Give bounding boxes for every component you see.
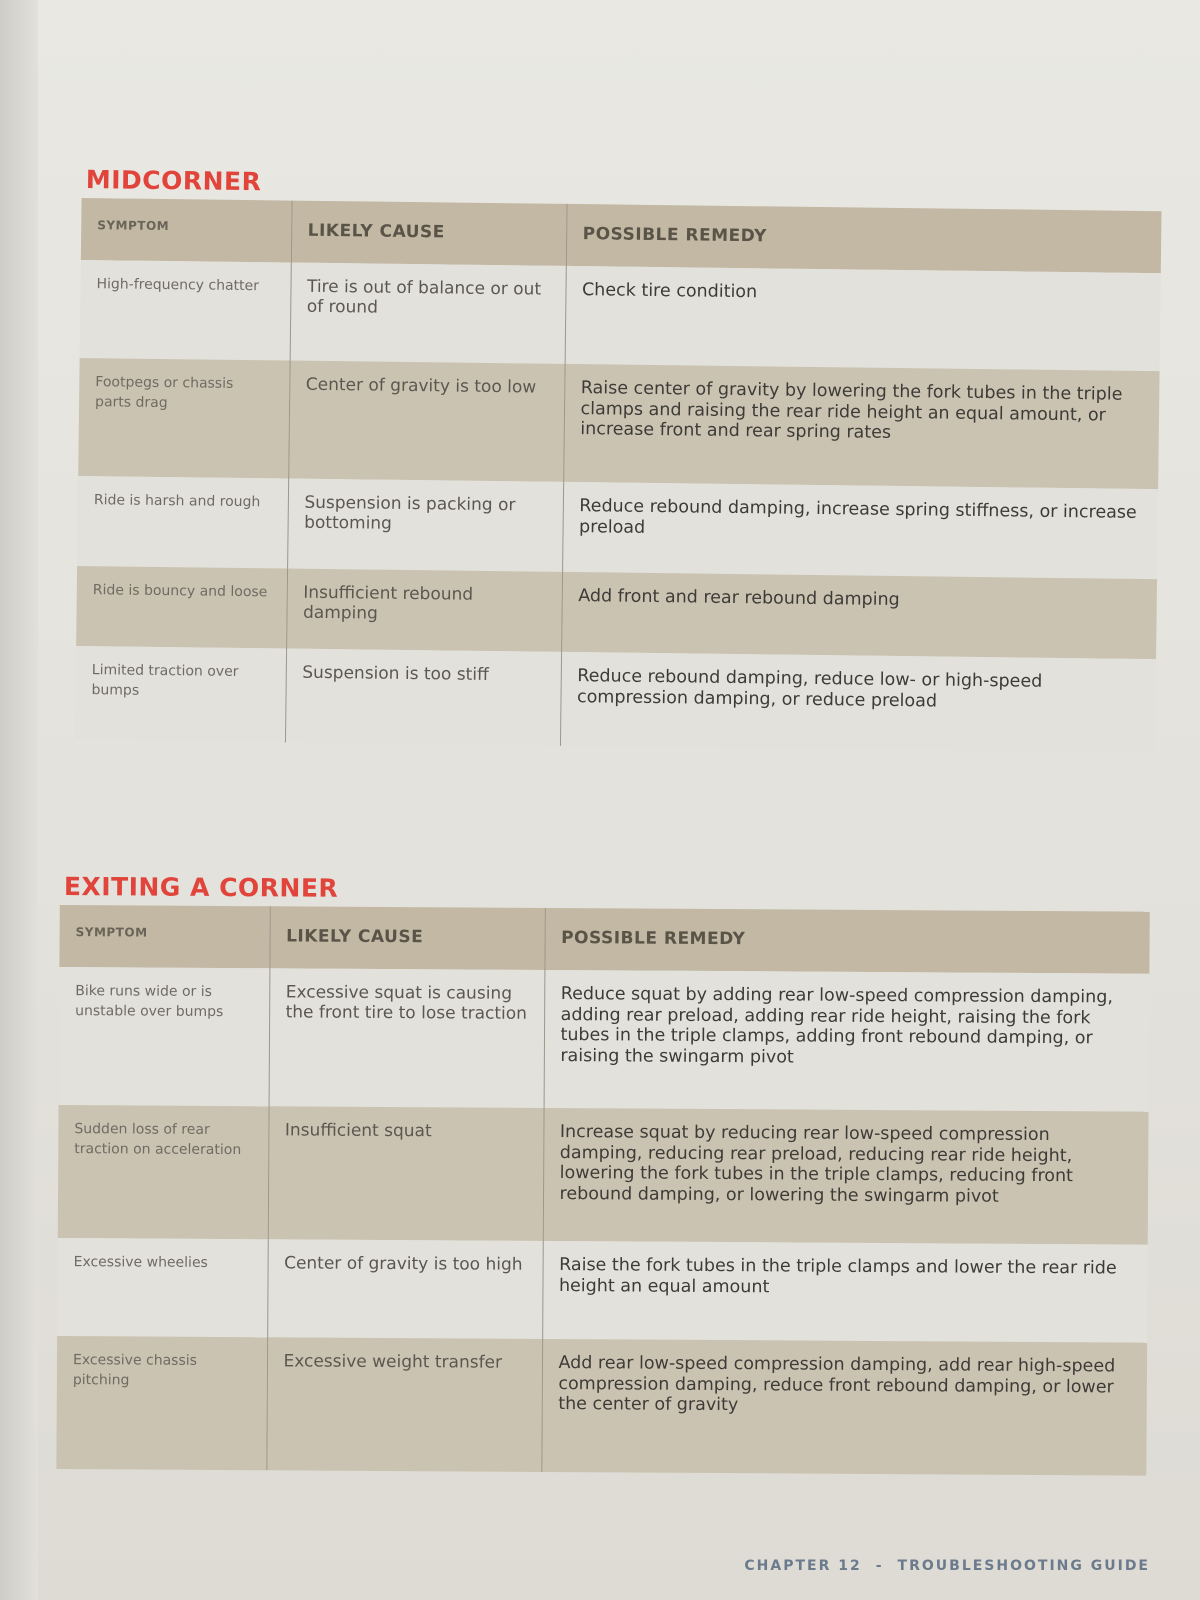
page-footer [744, 1558, 1150, 1574]
header-symptom: SYMPTOM [59, 905, 269, 968]
table-row [56, 1336, 1147, 1476]
symptom-cell: Ride is harsh and rough [77, 476, 288, 569]
header-possible-remedy: POSSIBLE REMEDY [566, 204, 1162, 273]
remedy-cell: Reduce rebound damping, increase spring stiffness, or increase preload [562, 482, 1158, 579]
remedy-cell: Reduce squat by adding rear low-speed compression damping, adding rear preload, adding rear ride height, raising the fork tubes in the triple clamps, adding front rebound damping, or raising the swingarm pivot [544, 970, 1150, 1112]
table-row [76, 566, 1157, 659]
table-row [75, 646, 1156, 753]
symptom-cell: Bike runs wide or is unstable over bumps [59, 967, 270, 1106]
symptom-cell: Limited traction over bumps [75, 646, 286, 743]
remedy-cell: Add rear low-speed compression damping, add rear high-speed compression damping, reduce front rebound damping, or lower the center of gravity [541, 1339, 1147, 1476]
cause-cell: Insufficient rebound damping [286, 569, 562, 652]
remedy-cell: Raise the fork tubes in the triple clamps and lower the rear ride height an equal amount [542, 1241, 1148, 1343]
section-midcorner [75, 165, 1162, 753]
header-likely-cause: LIKELY CAUSE [291, 201, 567, 266]
cause-cell: Excessive squat is causing the front tire to lose traction [269, 968, 545, 1108]
header-symptom: SYMPTOM [81, 198, 292, 263]
cause-cell: Insufficient squat [268, 1106, 544, 1241]
remedy-cell: Check tire condition [565, 266, 1161, 371]
table-row [59, 967, 1150, 1112]
section-heading: EXITING A CORNER [63, 872, 339, 903]
section-exiting-a-corner [56, 872, 1150, 1476]
table-row [57, 1238, 1148, 1343]
table-row [58, 1105, 1149, 1245]
cause-cell: Tire is out of balance or out of round [290, 263, 566, 364]
table-header-row [59, 905, 1149, 974]
cause-cell: Center of gravity is too low [288, 361, 564, 482]
symptom-cell: Sudden loss of rear traction on acceleration [58, 1105, 269, 1239]
section-heading: MIDCORNER [85, 165, 262, 197]
cause-cell: Excessive weight transfer [266, 1337, 542, 1472]
table-row [78, 358, 1159, 489]
symptom-cell: High-frequency chatter [80, 260, 291, 361]
remedy-cell: Add front and rear rebound damping [561, 572, 1157, 659]
remedy-cell: Increase squat by reducing rear low-speed compression damping, reducing rear preload, reducing rear ride height, lowering the fork tubes in the triple clamps, reducing front rebound damping, or lowering the swingarm pivot [543, 1108, 1149, 1245]
footer-separator: - [875, 1558, 884, 1574]
troubleshooting-table [75, 198, 1162, 753]
header-likely-cause: LIKELY CAUSE [269, 906, 544, 970]
table-row [80, 260, 1161, 371]
remedy-cell: Raise center of gravity by lowering the fork tubes in the triple clamps and raising the rear ride height an equal amount, or increase front and rear spring rates [563, 364, 1159, 489]
cause-cell: Suspension is too stiff [285, 649, 561, 746]
troubleshooting-table [56, 905, 1149, 1476]
table-row [77, 476, 1158, 579]
footer-title: TROUBLESHOOTING GUIDE [897, 1558, 1150, 1574]
symptom-cell: Footpegs or chassis parts drag [78, 358, 289, 479]
symptom-cell: Ride is bouncy and loose [76, 566, 287, 649]
remedy-cell: Reduce rebound damping, reduce low- or high-speed compression damping, or reduce preload [560, 652, 1156, 753]
symptom-cell: Excessive chassis pitching [56, 1336, 267, 1470]
header-possible-remedy: POSSIBLE REMEDY [544, 908, 1149, 974]
cause-cell: Suspension is packing or bottoming [287, 479, 563, 572]
cause-cell: Center of gravity is too high [267, 1239, 543, 1339]
page-spine-shadow [0, 0, 38, 1600]
symptom-cell: Excessive wheelies [57, 1238, 268, 1337]
footer-chapter: CHAPTER 12 [744, 1558, 862, 1574]
